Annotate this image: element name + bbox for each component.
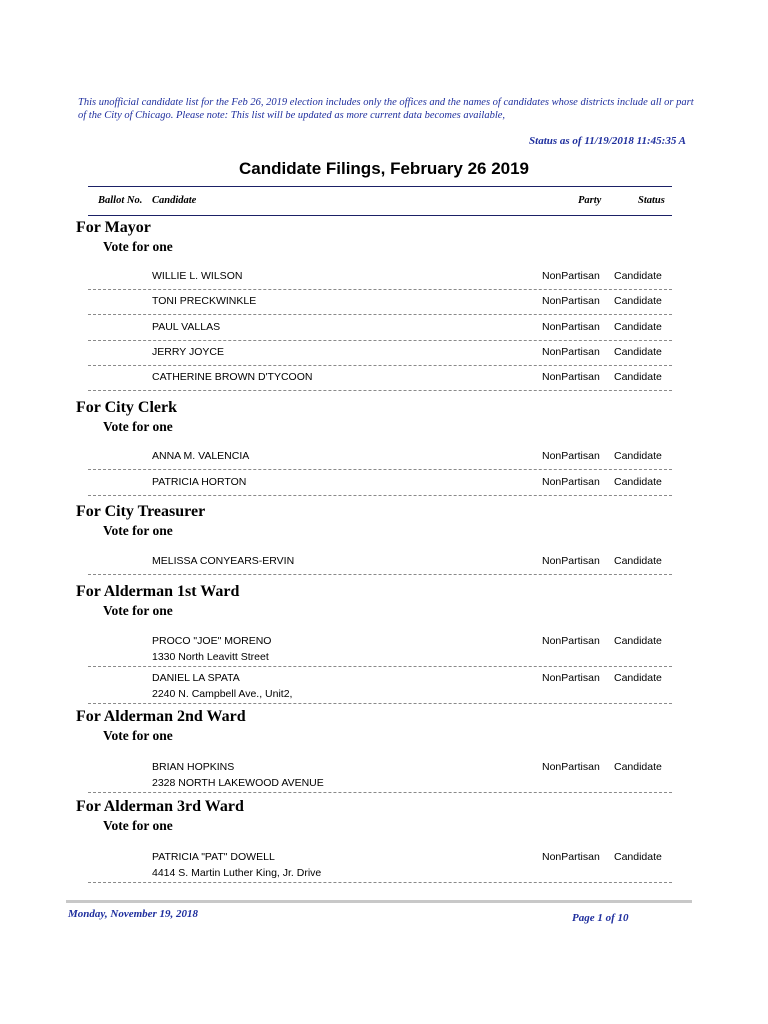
office-title: For Mayor — [76, 219, 151, 236]
disclaimer-text: This unofficial candidate list for the Feb 26, 2019 election includes only the offices and the names of candidates whose districts include all or part of the City of Chicago. Please note: This list will be updated as more current data becomes available, — [78, 97, 694, 121]
footer-date: Monday, November 19, 2018 — [68, 908, 199, 920]
candidate-party: NonPartisan — [542, 295, 600, 307]
candidate-row — [88, 365, 672, 391]
candidate-name: JERRY JOYCE — [152, 346, 224, 358]
candidate-name: MELISSA CONYEARS-ERVIN — [152, 555, 295, 567]
candidate-status: Candidate — [614, 270, 662, 282]
candidate-status: Candidate — [614, 346, 662, 358]
candidate-name: TONI PRECKWINKLE — [152, 295, 257, 307]
candidate-party: NonPartisan — [542, 450, 600, 462]
candidate-status: Candidate — [614, 476, 662, 488]
candidate-status: Candidate — [614, 321, 662, 333]
vote-for-label: Vote for one — [103, 523, 173, 538]
column-header-row — [88, 186, 672, 216]
candidate-address: 4414 S. Martin Luther King, Jr. Drive — [152, 867, 322, 879]
candidate-status: Candidate — [614, 555, 662, 567]
candidate-status: Candidate — [614, 851, 662, 863]
candidate-status: Candidate — [614, 761, 662, 773]
candidate-address: 2328 NORTH LAKEWOOD AVENUE — [152, 777, 324, 789]
candidate-party: NonPartisan — [542, 270, 600, 282]
office-title: For Alderman 2nd Ward — [76, 708, 246, 725]
status-timestamp: Status as of 11/19/2018 11:45:35 A — [529, 135, 686, 147]
column-party: Party — [578, 195, 602, 206]
candidate-row — [88, 666, 672, 704]
office-title: For City Clerk — [76, 399, 178, 416]
vote-for-label: Vote for one — [103, 239, 173, 254]
column-status: Status — [638, 195, 665, 206]
candidate-name: WILLIE L. WILSON — [152, 270, 243, 282]
candidate-row — [88, 549, 672, 575]
candidate-status: Candidate — [614, 371, 662, 383]
candidate-status: Candidate — [614, 450, 662, 462]
candidate-row — [88, 470, 672, 496]
page-title: Candidate Filings, February 26 2019 — [238, 159, 530, 178]
column-ballot-no: Ballot No. — [98, 195, 143, 206]
candidate-name: PROCO "JOE" MORENO — [152, 635, 272, 647]
candidate-party: NonPartisan — [542, 635, 600, 647]
vote-for-label: Vote for one — [103, 419, 173, 434]
candidate-row — [88, 629, 672, 667]
column-candidate: Candidate — [152, 195, 197, 206]
candidate-name: ANNA M. VALENCIA — [152, 450, 250, 462]
footer-divider — [66, 900, 692, 903]
vote-for-label: Vote for one — [103, 728, 173, 743]
candidate-party: NonPartisan — [542, 761, 600, 773]
candidate-party: NonPartisan — [542, 321, 600, 333]
candidate-status: Candidate — [614, 672, 662, 684]
candidate-party: NonPartisan — [542, 346, 600, 358]
candidate-address: 2240 N. Campbell Ave., Unit2, — [152, 688, 293, 700]
candidate-party: NonPartisan — [542, 672, 600, 684]
candidate-row — [88, 264, 672, 290]
candidate-row — [88, 444, 672, 470]
candidate-name: CATHERINE BROWN D'TYCOON — [152, 371, 313, 383]
candidate-status: Candidate — [614, 295, 662, 307]
candidate-party: NonPartisan — [542, 555, 600, 567]
candidate-party: NonPartisan — [542, 851, 600, 863]
office-title: For Alderman 1st Ward — [76, 583, 240, 600]
candidate-address: 1330 North Leavitt Street — [152, 651, 269, 663]
office-title: For Alderman 3rd Ward — [76, 798, 244, 815]
candidate-name: PATRICIA HORTON — [152, 476, 247, 488]
candidate-party: NonPartisan — [542, 371, 600, 383]
vote-for-label: Vote for one — [103, 818, 173, 833]
candidate-row — [88, 340, 672, 366]
page-number: Page 1 of 10 — [572, 912, 629, 924]
office-title: For City Treasurer — [76, 503, 206, 520]
candidate-name: DANIEL LA SPATA — [152, 672, 240, 684]
candidate-party: NonPartisan — [542, 476, 600, 488]
candidate-row — [88, 755, 672, 793]
vote-for-label: Vote for one — [103, 603, 173, 618]
candidate-row — [88, 315, 672, 341]
candidate-status: Candidate — [614, 635, 662, 647]
candidate-row — [88, 845, 672, 883]
candidate-row — [88, 289, 672, 315]
candidate-name: PAUL VALLAS — [152, 321, 221, 333]
candidate-name: BRIAN HOPKINS — [152, 761, 235, 773]
candidate-name: PATRICIA "PAT" DOWELL — [152, 851, 275, 863]
